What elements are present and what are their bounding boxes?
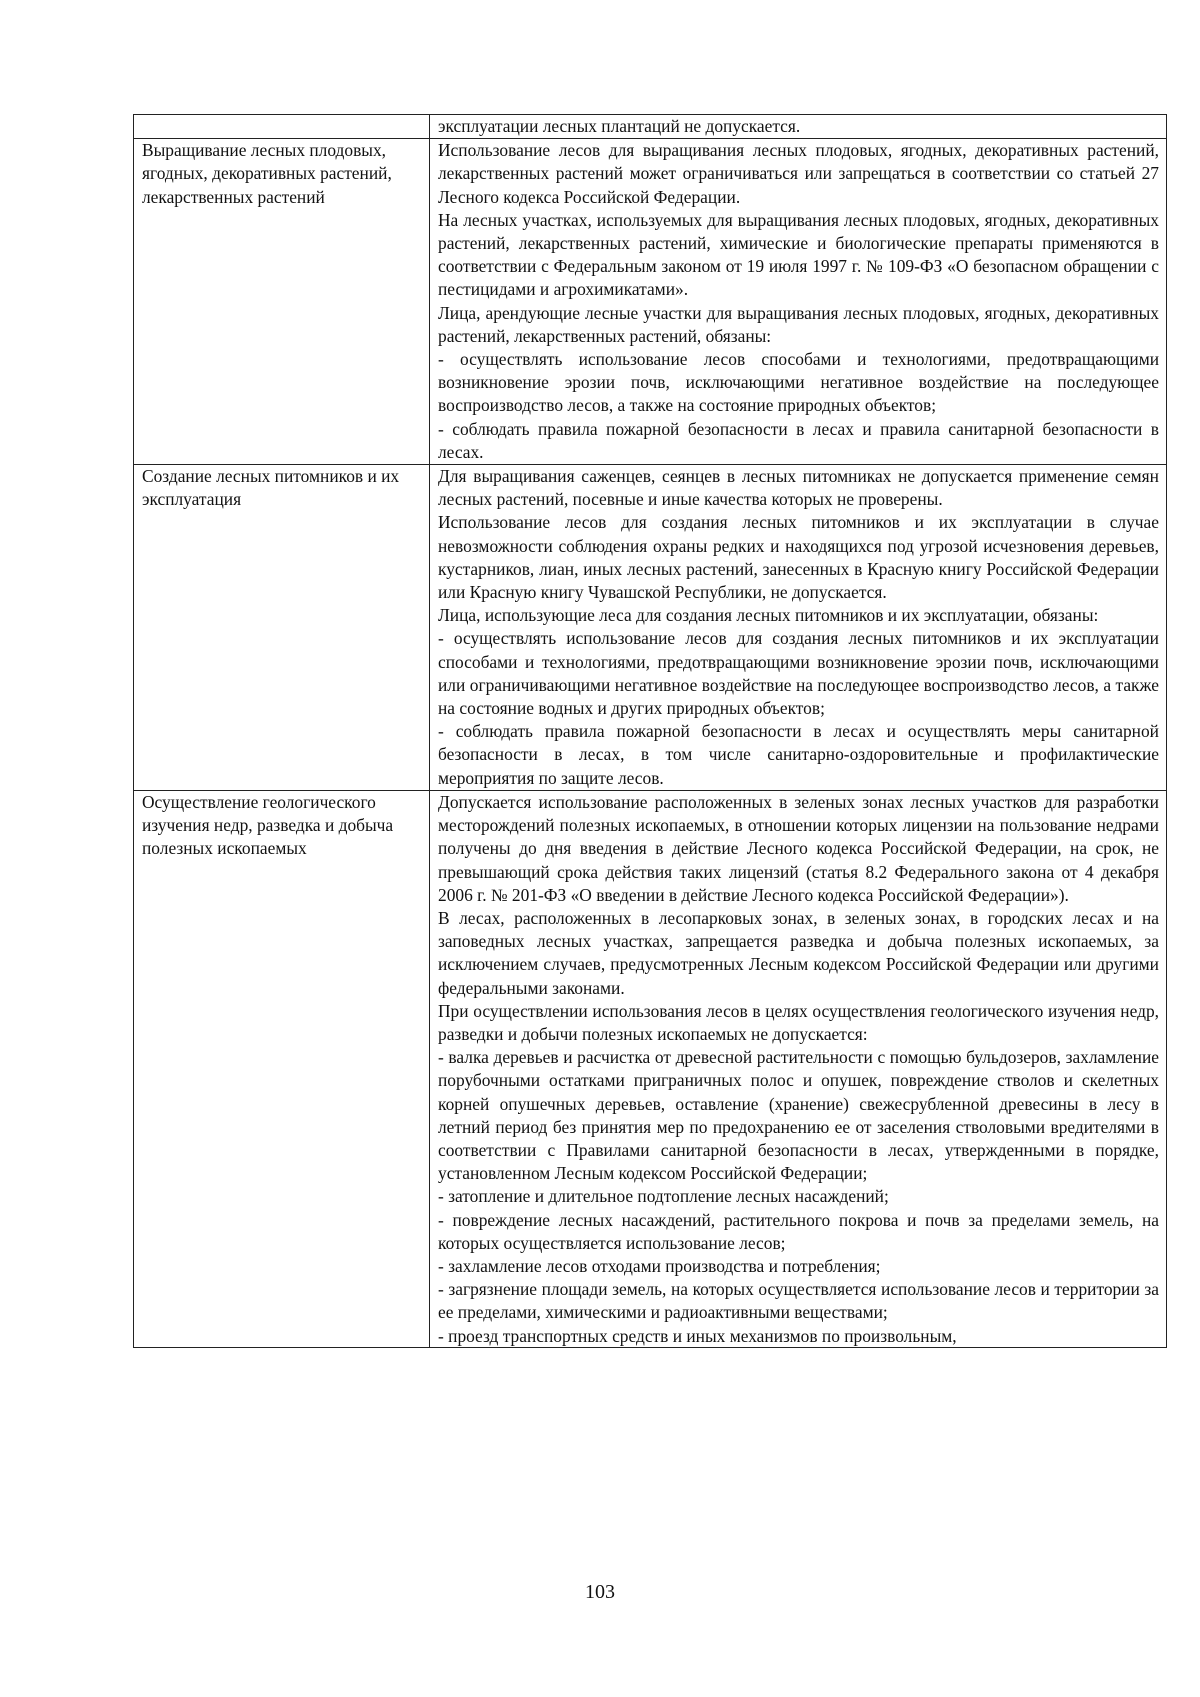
requirements-cell	[430, 139, 1167, 465]
page-number: 103	[585, 1581, 615, 1603]
activity-cell	[134, 115, 430, 139]
activity-label: Осуществление геологического изучения недр, разведка и добыча полезных ископаемых	[142, 791, 394, 859]
table-row	[134, 139, 1167, 465]
requirement-paragraph: - захламление лесов отходами производства и потребления;	[438, 1255, 881, 1276]
requirement-paragraph: При осуществлении использования лесов в целях осуществления геологического изучения недр, разведки и добычи полезных ископаемых не допускается:	[438, 1000, 1159, 1044]
forest-use-table	[133, 114, 1167, 1348]
requirements-cell	[430, 465, 1167, 791]
requirement-paragraph: Использование лесов для создания лесных питомников и их эксплуатации в случае невозможности соблюдения охраны редких и находящихся под угрозой исчезновения деревьев, кустарников, лиан, иных лесных растений, занесенных в Красную книгу Российской Федерации или Красную книгу Чувашской Республики, не допускается.	[438, 512, 1159, 603]
activity-label: Выращивание лесных плодовых, ягодных, декоративных растений, лекарственных растений	[142, 140, 392, 207]
table-row	[134, 115, 1167, 139]
requirements-cell	[430, 790, 1167, 1347]
requirement-paragraph: - осуществлять использование лесов способами и технологиями, предотвращающими возникновение эрозии почв, исключающими негативное воздействие на последующее воспроизводство лесов, а также на состояние природных объектов;	[438, 349, 1159, 416]
requirement-paragraph: - затопление и длительное подтопление лесных насаждений;	[438, 1186, 889, 1207]
requirement-paragraph: - соблюдать правила пожарной безопасности в лесах и осуществлять меры санитарной безопасности в лесах, в том числе санитарно-оздоровительные и профилактические мероприятия по защите лесов.	[438, 721, 1159, 788]
requirements-cell	[430, 115, 1167, 139]
requirement-paragraph: Допускается использование расположенных в зеленых зонах лесных участков для разработки месторождений полезных ископаемых, в отношении которых лицензии на пользование недрами получены до дня введения в действие Лесного кодекса Российской Федерации, на срок, не превышающий срока действия таких лицензий (статья 8.2 Федерального закона от 4 декабря 2006 г. № 201-ФЗ «О введении в действие Лесного кодекса Российской Федерации»).	[438, 791, 1159, 905]
requirement-paragraph: - повреждение лесных насаждений, растительного покрова и почв за пределами земель, на которых осуществляется использование лесов;	[438, 1209, 1159, 1253]
requirement-paragraph: - валка деревьев и расчистка от древесной растительности с помощью бульдозеров, захламление порубочными остатками приграничных полос и опушек, повреждение стволов и скелетных корней опушечных деревьев, оставление (хранение) свежесрубленной древесины в лесу в летний период без принятия мер по предохранению ее от заселения стволовыми вредителями в соответствии с Правилами санитарной безопасности в лесах, утвержденными в порядке, установленном Лесным кодексом Российской Федерации;	[438, 1047, 1159, 1184]
activity-label: Создание лесных питомников и их эксплуатация	[142, 466, 400, 510]
requirement-paragraph: - осуществлять использование лесов для создания лесных питомников и их эксплуатации способами и технологиями, предотвращающими возникновение эрозии почв, исключающими или ограничивающими негативное воздействие на последующее воспроизводство лесов, а также на состояние водных и других природных объектов;	[438, 628, 1159, 719]
requirement-paragraph: Лица, арендующие лесные участки для выращивания лесных плодовых, ягодных, декоративных растений, лекарственных растений, обязаны:	[438, 302, 1159, 346]
activity-cell	[134, 465, 430, 791]
requirement-paragraph: эксплуатации лесных плантаций не допускается.	[438, 116, 801, 136]
requirement-paragraph: Лица, использующие леса для создания лесных питомников и их эксплуатации, обязаны:	[438, 605, 1099, 626]
requirement-paragraph: Для выращивания саженцев, сеянцев в лесных питомниках не допускается применение семян лесных растений, посевные и иные качества которых не проверены.	[438, 466, 1159, 510]
table-row	[134, 465, 1167, 791]
table-row	[134, 790, 1167, 1347]
activity-cell	[134, 139, 430, 465]
requirement-paragraph: - загрязнение площади земель, на которых осуществляется использование лесов и территории за ее пределами, химическими и радиоактивными веществами;	[438, 1279, 1159, 1323]
activity-cell	[134, 790, 430, 1347]
requirement-paragraph: - проезд транспортных средств и иных механизмов по произвольным,	[438, 1325, 957, 1346]
requirement-paragraph: На лесных участках, используемых для выращивания лесных плодовых, ягодных, декоративных растений, лекарственных растений, химические и биологические препараты применяются в соответствии с Федеральным законом от 19 июля 1997 г. № 109-ФЗ «О безопасном обращении с пестицидами и агрохимикатами».	[438, 209, 1159, 300]
requirement-paragraph: - соблюдать правила пожарной безопасности в лесах и правила санитарной безопасности в лесах.	[438, 418, 1159, 462]
requirement-paragraph: Использование лесов для выращивания лесных плодовых, ягодных, декоративных растений, лекарственных растений может ограничиваться или запрещаться в соответствии со статьей 27 Лесного кодекса Российской Федерации.	[438, 140, 1159, 207]
requirement-paragraph: В лесах, расположенных в лесопарковых зонах, в зеленых зонах, в городских лесах и на заповедных лесных участках, запрещается разведка и добыча полезных ископаемых, за исключением случаев, предусмотренных Лесным кодексом Российской Федерации или другими федеральными законами.	[438, 907, 1159, 998]
